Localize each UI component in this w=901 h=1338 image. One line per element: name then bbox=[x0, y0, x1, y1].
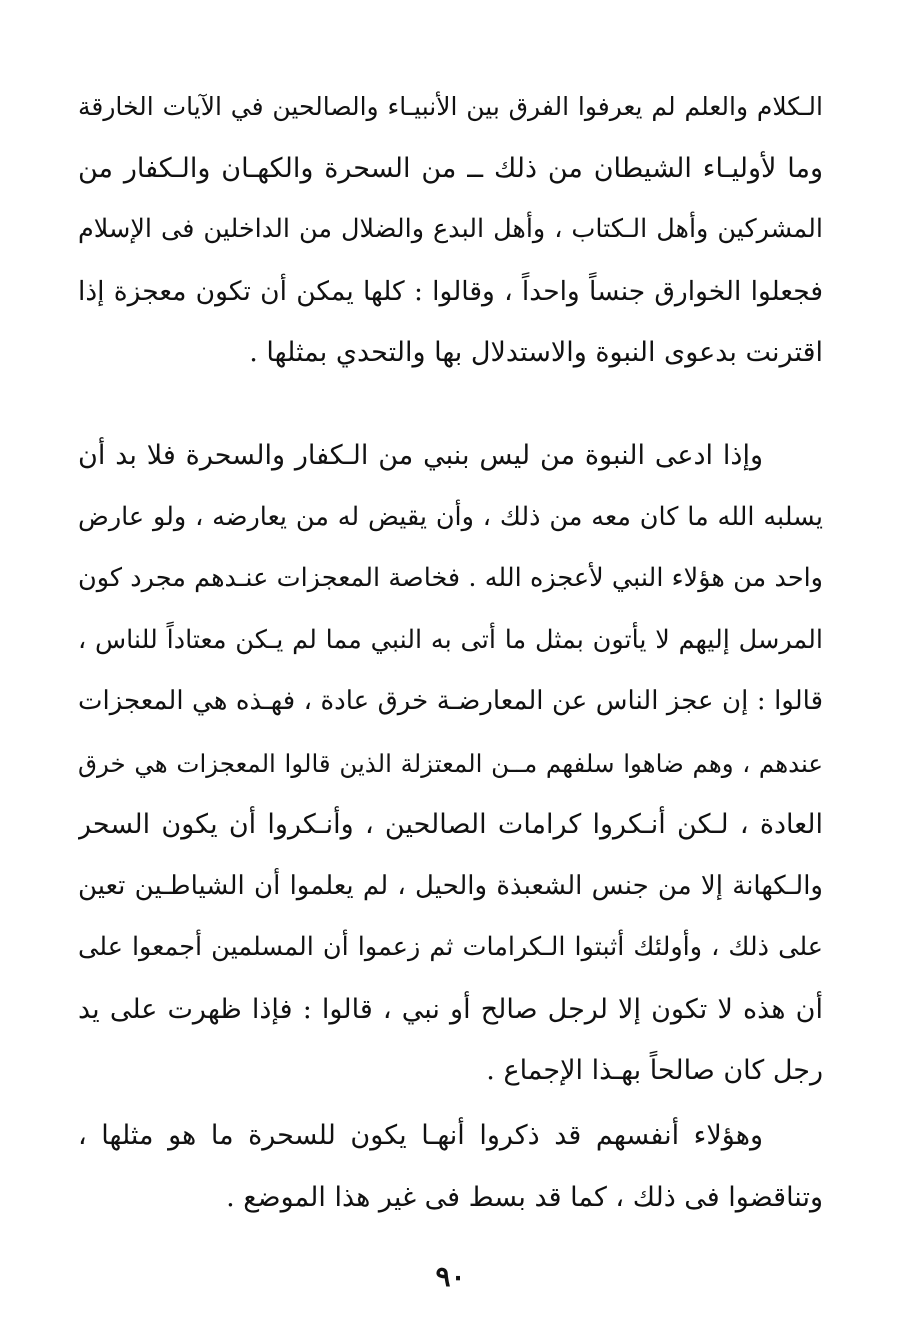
text-line: وهؤلاء أنفسهم قد ذكروا أنهـا يكون للسحرة ما هو مثلها ، bbox=[78, 1120, 763, 1151]
paragraph-2 bbox=[78, 425, 823, 1102]
text-line: على ذلك ، وأولئك أثبتوا الـكرامات ثم زعموا أن المسلمين أجمعوا على bbox=[78, 932, 823, 962]
text-line: الـكلام والعلم لم يعرفوا الفرق بين الأنبيـاء والصالحين في الآيات الخارقة bbox=[78, 92, 823, 121]
paragraph-1 bbox=[78, 76, 823, 384]
text-line: وتناقضوا فى ذلك ، كما قد بسط فى غير هذا الموضع . bbox=[226, 1181, 823, 1213]
text-line: المشركين وأهل الـكتاب ، وأهل البدع والضلال من الداخلين فى الإسلام bbox=[78, 214, 823, 244]
paragraph-3 bbox=[78, 1105, 823, 1228]
text-line: اقترنت بدعوى النبوة والاستدلال بها والتحدي بمثلها . bbox=[249, 337, 823, 368]
text-line: عندهم ، وهم ضاهوا سلفهم مــن المعتزلة الذين قالوا المعجزات هي خرق bbox=[78, 748, 823, 778]
text-line: وما لأوليـاء الشيطان من ذلك ــ من السحرة والكهـان والـكفار من bbox=[78, 152, 823, 184]
text-line: وإذا ادعى النبوة من ليس بنبي من الـكفار والسحرة فلا بد أن bbox=[78, 440, 763, 471]
text-line: العادة ، لـكن أنـكروا كرامات الصالحين ، وأنـكروا أن يكون السحر bbox=[78, 809, 823, 840]
text-line: واحد من هؤلاء النبي لأعجزه الله . فخاصة المعجزات عنـدهم مجرد كون bbox=[78, 563, 823, 593]
page-number: ٩٠ bbox=[435, 1260, 466, 1293]
text-line: رجل كان صالحاً بهـذا الإجماع . bbox=[486, 1055, 823, 1086]
text-line: المرسل إليهم لا يأتون بمثل ما أتى به النبي مما لم يـكن معتاداً للناس ، bbox=[78, 624, 823, 655]
text-line: فجعلوا الخوارق جنساً واحداً ، وقالوا : كلها يمكن أن تكون معجزة إذا bbox=[78, 275, 823, 307]
text-line: أن هذه لا تكون إلا لرجل صالح أو نبي ، قالوا : فإذا ظهرت على يد bbox=[78, 993, 823, 1025]
text-line: والـكهانة إلا من جنس الشعبذة والحيل ، لم يعلموا أن الشياطـين تعين bbox=[78, 870, 823, 901]
text-line: يسلبه الله ما كان معه من ذلك ، وأن يقيض له من يعارضه ، ولو عارض bbox=[78, 501, 823, 532]
text-line: قالوا : إن عجز الناس عن المعارضـة خرق عادة ، فهـذه هي المعجزات bbox=[78, 686, 823, 716]
